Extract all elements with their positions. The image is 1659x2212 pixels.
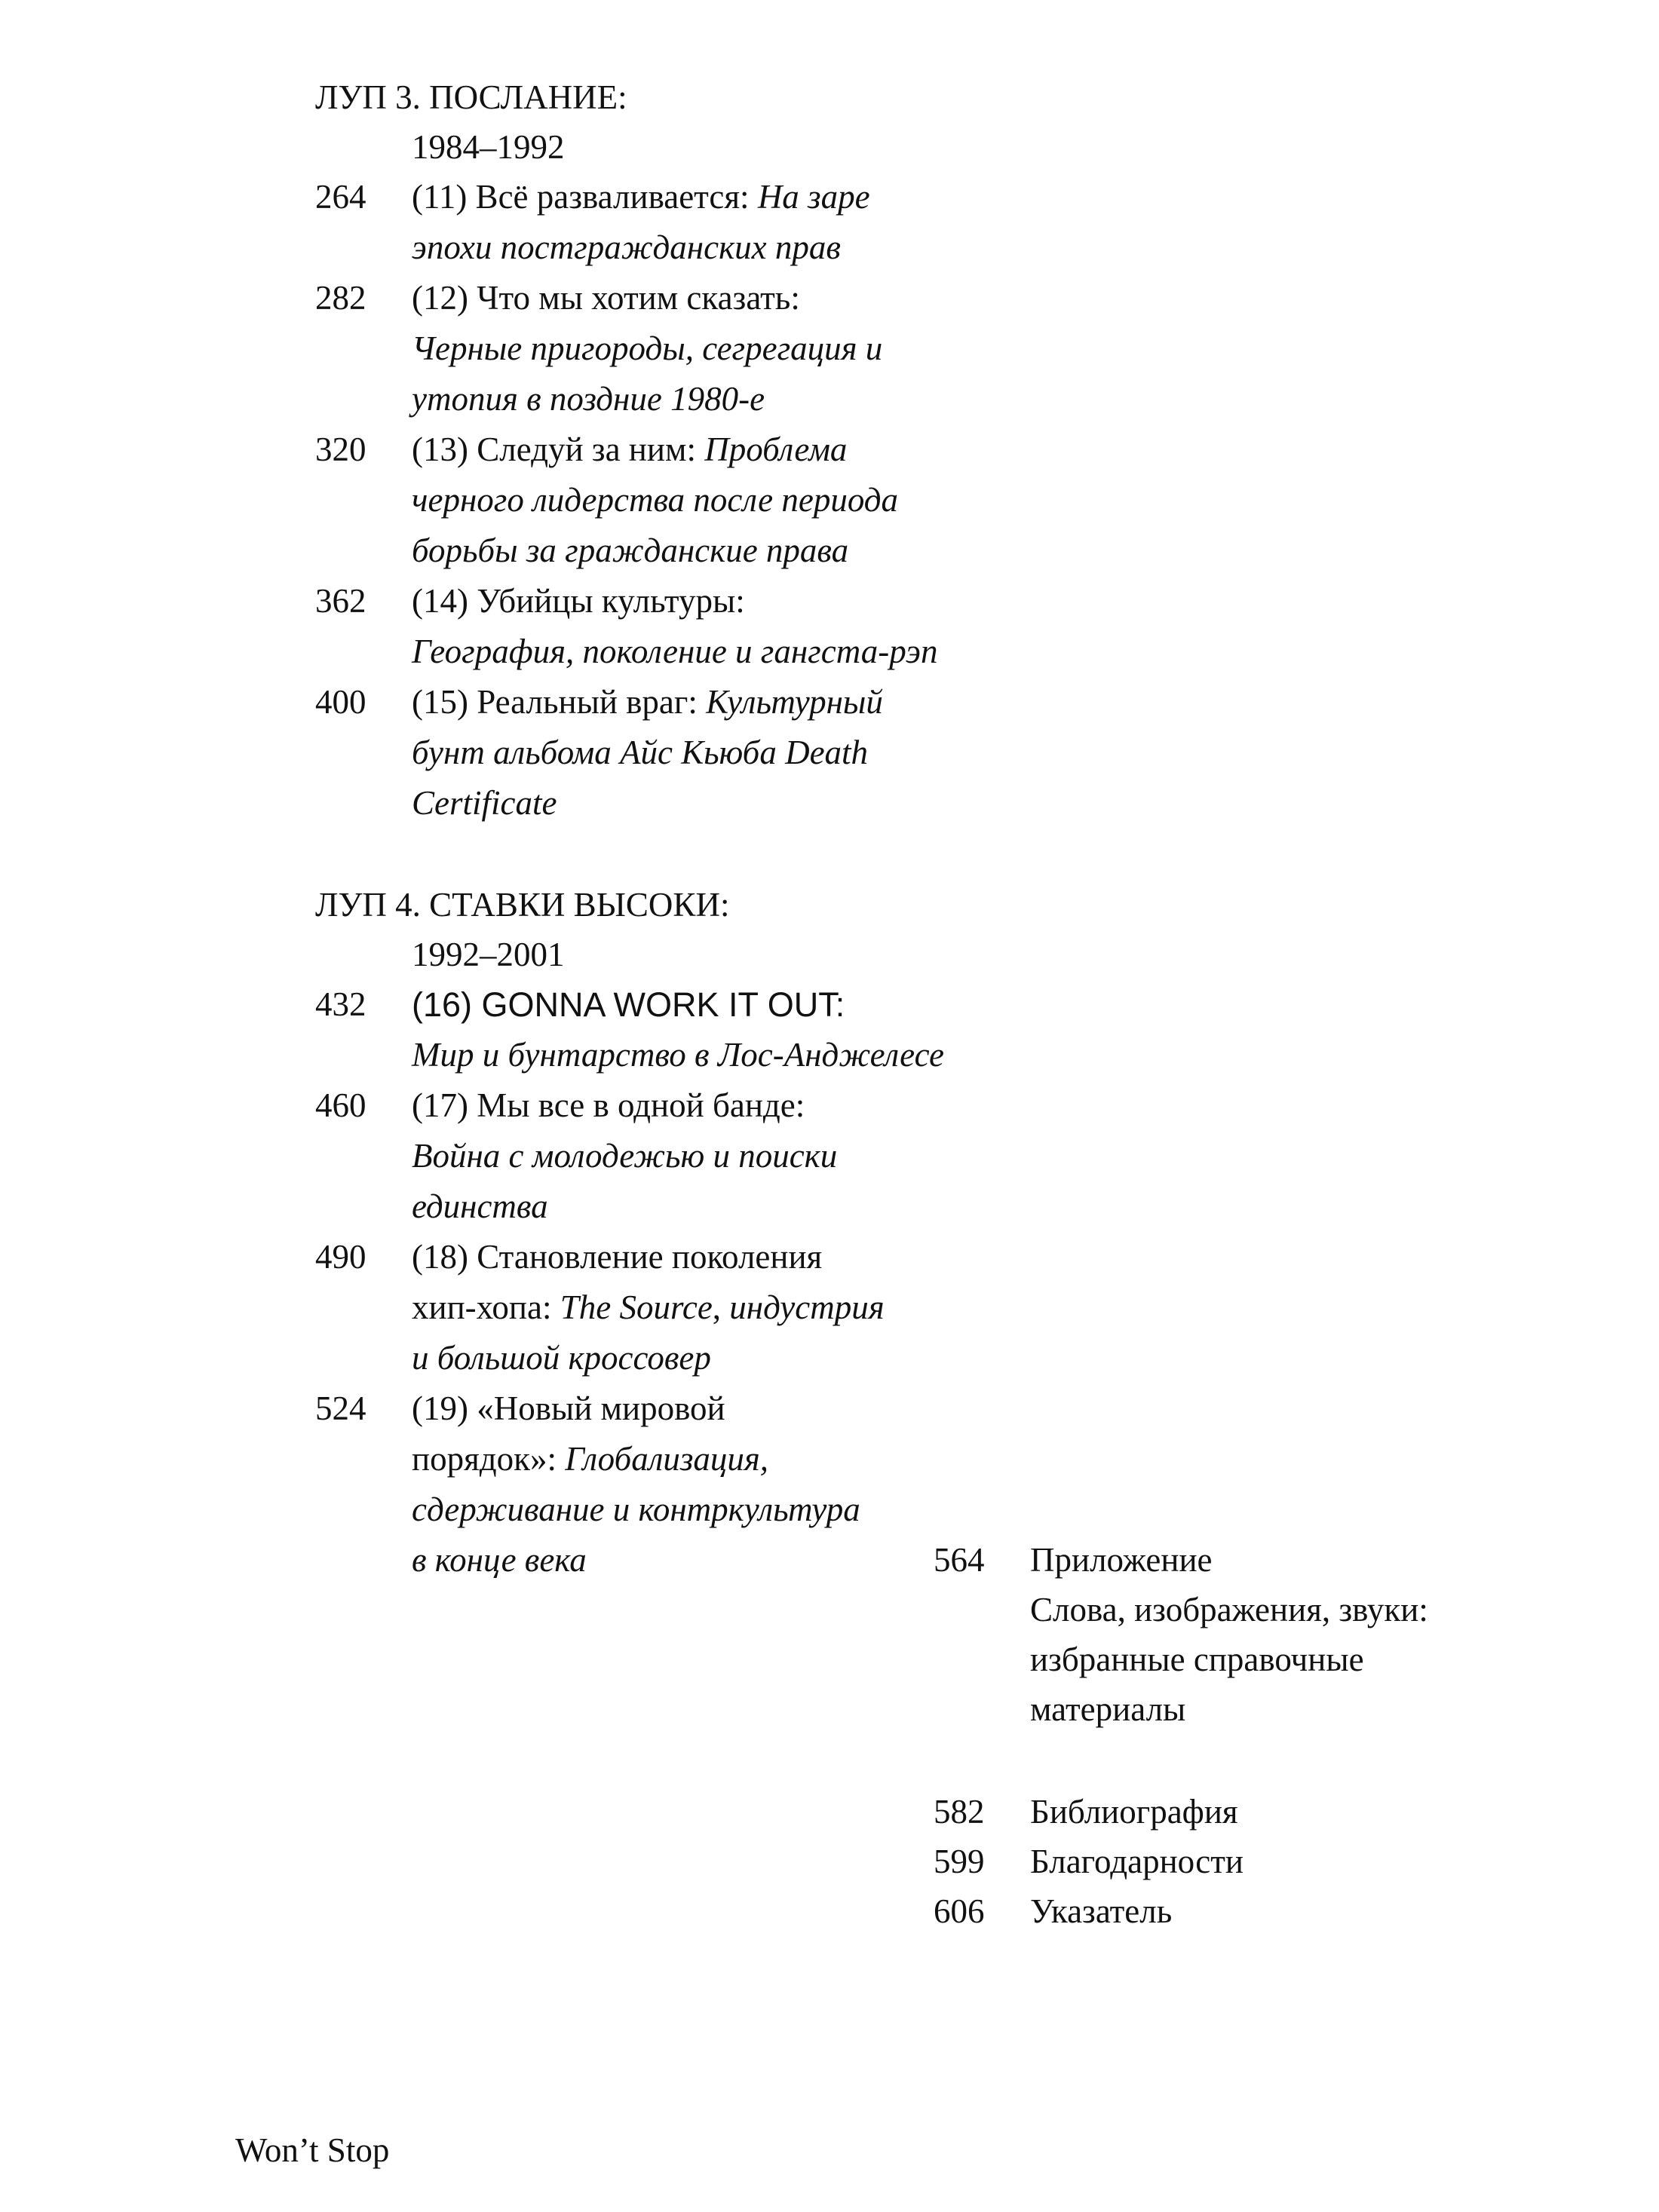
entry-line: избранные справочные <box>1030 1641 1364 1678</box>
entry-sub: На заре <box>757 178 870 216</box>
entry-sub: утопия в поздние 1980-е <box>412 380 765 418</box>
entry-sub: The Source <box>560 1288 713 1326</box>
page-number: 400 <box>315 683 366 721</box>
entry-line: материалы <box>1030 1690 1186 1728</box>
page-number: 282 <box>315 279 366 317</box>
entry-line2: порядок»: <box>412 1440 566 1478</box>
loop4-title: ЛУП 4. СТАВКИ ВЫСОКИ: <box>315 886 730 924</box>
entry-text <box>412 1080 992 1232</box>
entry-sub: эпохи постгражданских прав <box>412 228 841 266</box>
entry-sub: бунт альбома Айс Кьюба Death <box>412 734 869 771</box>
page-number: 582 <box>934 1793 985 1831</box>
entry-line2: , <box>712 1288 730 1326</box>
loop3-years: 1984–1992 <box>412 128 565 166</box>
entry-head: Приложение <box>1030 1541 1213 1579</box>
entry-sub: индустрия <box>729 1288 885 1326</box>
entry-sub: Проблема <box>704 430 848 468</box>
page-number: 524 <box>315 1389 366 1427</box>
page-number: 599 <box>934 1843 985 1880</box>
entry-sub: сдерживание и контркультура <box>412 1490 860 1528</box>
entry-head: (15) Реальный враг: <box>412 683 707 721</box>
entry-head: (19) «Новый мировой <box>412 1389 725 1427</box>
page-number: 490 <box>315 1238 366 1276</box>
entry-text <box>412 424 992 576</box>
entry-line: Слова, изображения, звуки: <box>1030 1591 1428 1628</box>
entry-head: (18) Становление поколения <box>412 1238 823 1276</box>
page-number: 362 <box>315 582 366 620</box>
entry-text <box>412 172 992 273</box>
page-number: 264 <box>315 178 366 216</box>
entry-text <box>412 1383 992 1585</box>
entry-head: Библиография <box>1030 1793 1238 1831</box>
entry-sub: Certificate <box>412 784 557 822</box>
entry-text <box>1030 1535 1603 1734</box>
entry-sub: Глобализация, <box>565 1440 769 1478</box>
entry-sub: черного лидерства после периода <box>412 481 899 519</box>
entry-head: (16) GONNA WORK IT OUT: <box>412 985 845 1024</box>
entry-sub: Мир и бунтарство в Лос-Анджелесе <box>412 1036 944 1074</box>
entry-head: (12) Что мы хотим сказать: <box>412 279 800 317</box>
entry-head: (17) Мы все в одной банде: <box>412 1086 805 1124</box>
page-number: 320 <box>315 430 366 468</box>
entry-text <box>412 677 992 829</box>
entry-sub: борьбы за гражданские права <box>412 532 849 569</box>
entry-text <box>412 273 992 424</box>
entry-sub: Черные пригороды, сегрегация и <box>412 329 883 367</box>
entry-head: (14) Убийцы культуры: <box>412 582 745 620</box>
entry-line2: хип-хопа: <box>412 1288 560 1326</box>
loop4-years: 1992–2001 <box>412 936 565 973</box>
entry-head: (13) Следуй за ним: <box>412 430 705 468</box>
page-number: 432 <box>315 985 366 1023</box>
entry-head: Указатель <box>1030 1892 1173 1930</box>
entry-text <box>412 979 992 1080</box>
entry-sub: единства <box>412 1187 548 1225</box>
running-title: Won’t Stop <box>235 2131 390 2169</box>
entry-sub: в конце века <box>412 1541 587 1579</box>
loop3-title: ЛУП 3. ПОСЛАНИЕ: <box>315 78 627 116</box>
entry-text <box>412 576 992 677</box>
page-number: 606 <box>934 1892 985 1930</box>
entry-sub: География, поколение и гангста-рэп <box>412 633 938 670</box>
entry-sub: Культурный <box>706 683 883 721</box>
entry-head: Благодарности <box>1030 1843 1244 1880</box>
page-number: 564 <box>934 1541 985 1579</box>
entry-head: (11) Всё разваливается: <box>412 178 758 216</box>
entry-text <box>412 1232 992 1383</box>
page-number: 460 <box>315 1086 366 1124</box>
entry-sub: и большой кроссовер <box>412 1339 711 1377</box>
entry-sub: Война с молодежью и поиски <box>412 1137 838 1175</box>
